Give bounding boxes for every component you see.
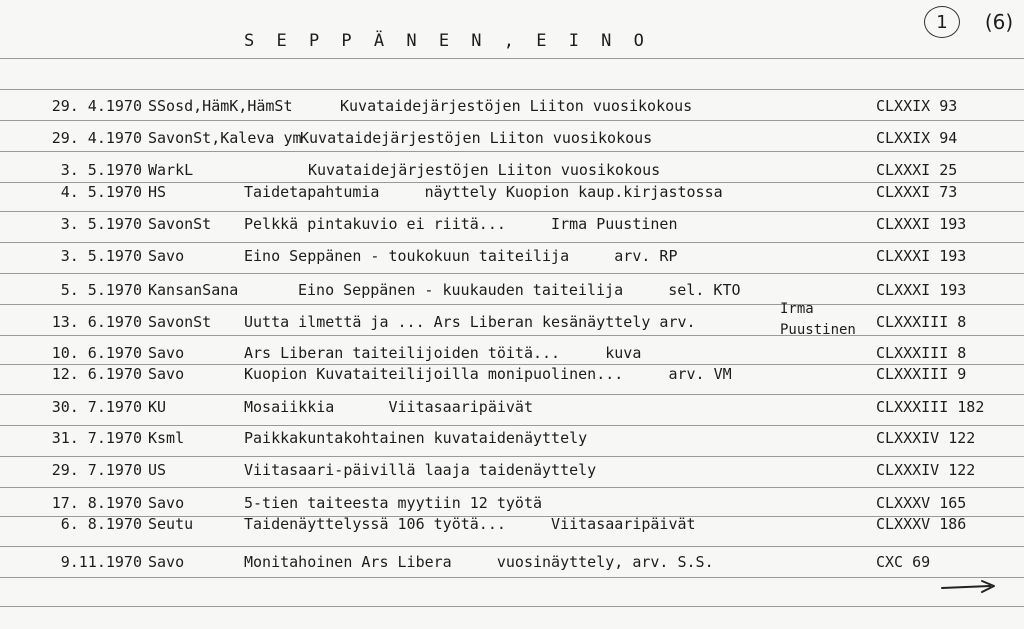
circled-number-mark: 1 <box>924 6 960 38</box>
table-row <box>0 460 1024 480</box>
annotation-bottom: Puustinen <box>780 322 856 338</box>
table-row <box>0 214 1024 234</box>
ruled-line <box>0 151 1024 152</box>
row-date: 29. 4.1970 <box>51 97 142 115</box>
row-source: SavonSt <box>148 313 212 331</box>
card-title: S E P P Ä N E N , E I N O <box>244 31 650 51</box>
row-date: 10. 6.1970 <box>51 344 142 362</box>
parenthesized-number-mark <box>978 6 1020 38</box>
table-row <box>0 514 1024 534</box>
row-reference: CLXXXI 25 <box>876 161 958 179</box>
row-reference: CLXXXI 193 <box>876 281 967 299</box>
row-date: 6. 8.1970 <box>60 515 142 533</box>
row-reference: CLXXXI 73 <box>876 183 958 201</box>
row-text: Kuvataidejärjestöjen Liiton vuosikokous <box>300 129 653 147</box>
row-source: SSosd,HämK,HämSt <box>148 97 293 115</box>
row-date: 3. 5.1970 <box>60 161 142 179</box>
ruled-line <box>0 58 1024 59</box>
ruled-line <box>0 425 1024 426</box>
mark-text: (6) <box>984 10 1014 34</box>
table-row <box>0 493 1024 513</box>
row-date: 29. 4.1970 <box>51 129 142 147</box>
row-text: 5-tien taiteesta myytiin 12 työtä <box>244 494 543 512</box>
row-date: 12. 6.1970 <box>51 365 142 383</box>
row-reference: CLXXIX 94 <box>876 129 958 147</box>
table-row <box>0 96 1024 116</box>
ruled-line <box>0 487 1024 488</box>
row-reference: CLXXXIV 122 <box>876 461 976 479</box>
row-source: SavonSt <box>148 215 212 233</box>
table-row <box>0 397 1024 417</box>
row-text: Pelkkä pintakuvio ei riitä... Irma Puustinen <box>244 215 678 233</box>
table-row <box>0 160 1024 180</box>
table-row <box>0 182 1024 202</box>
table-row <box>0 343 1024 363</box>
row-text: Taidetapahtumia näyttely Kuopion kaup.kirjastossa <box>244 183 723 201</box>
row-reference: CLXXXV 165 <box>876 494 967 512</box>
table-row <box>0 312 1024 332</box>
ruled-line <box>0 273 1024 274</box>
row-date: 31. 7.1970 <box>51 429 142 447</box>
row-date: 5. 5.1970 <box>60 281 142 299</box>
row-source: Ksml <box>148 429 185 447</box>
row-text: Paikkakuntakohtainen kuvataidenäyttely <box>244 429 588 447</box>
row-date: 13. 6.1970 <box>51 313 142 331</box>
row-text: Kuvataidejärjestöjen Liiton vuosikokous <box>308 161 661 179</box>
table-row <box>0 280 1024 300</box>
row-reference: CLXXXIII 9 <box>876 365 967 383</box>
ruled-line <box>0 120 1024 121</box>
row-source: Savo <box>148 344 185 362</box>
ruled-line <box>0 242 1024 243</box>
row-text: Monitahoinen Ars Libera vuosinäyttely, arv. S.S. <box>244 553 714 571</box>
row-reference: CLXXXI 193 <box>876 247 967 265</box>
row-source: US <box>148 461 167 479</box>
row-source: KU <box>148 398 167 416</box>
row-reference: CLXXXV 186 <box>876 515 967 533</box>
row-date: 3. 5.1970 <box>60 215 142 233</box>
ruled-line <box>0 577 1024 578</box>
table-row <box>0 428 1024 448</box>
row-text: Taidenäyttelyssä 106 työtä... Viitasaaripäivät <box>244 515 696 533</box>
row-text: Kuopion Kuvataiteilijoilla monipuolinen... arv. VM <box>244 365 732 383</box>
row-text: Ars Liberan taiteilijoiden töitä... kuva <box>244 344 642 362</box>
row-text: Mosaiikkia Viitasaaripäivät <box>244 398 533 416</box>
annotation-top: Irma <box>780 301 814 317</box>
table-row <box>0 364 1024 384</box>
row-text: Viitasaari-päivillä laaja taidenäyttely <box>244 461 597 479</box>
row-source: HS <box>148 183 167 201</box>
row-source: Savo <box>148 553 185 571</box>
continue-arrow-icon <box>940 578 998 596</box>
row-reference: CLXXXIII 8 <box>876 344 967 362</box>
row-reference: CLXXXIV 122 <box>876 429 976 447</box>
ruled-line <box>0 211 1024 212</box>
ruled-line <box>0 606 1024 607</box>
table-row <box>0 128 1024 148</box>
ruled-line <box>0 394 1024 395</box>
row-date: 9.11.1970 <box>60 553 142 571</box>
row-date: 29. 7.1970 <box>51 461 142 479</box>
row-source: SavonSt,Kaleva ym <box>148 129 302 147</box>
row-source: Savo <box>148 365 185 383</box>
row-text: Eino Seppänen - kuukauden taiteilija sel. KTO <box>298 281 741 299</box>
table-row <box>0 552 1024 572</box>
row-reference: CLXXXIII 182 <box>876 398 985 416</box>
row-source: WarkL <box>148 161 194 179</box>
row-reference: CXC 69 <box>876 553 931 571</box>
row-text: Uutta ilmettä ja ... Ars Liberan kesänäyttely arv. <box>244 313 696 331</box>
row-source: Savo <box>148 494 185 512</box>
ruled-line <box>0 456 1024 457</box>
row-date: 30. 7.1970 <box>51 398 142 416</box>
row-text: Eino Seppänen - toukokuun taiteilija arv. RP <box>244 247 678 265</box>
row-source: Savo <box>148 247 185 265</box>
table-row <box>0 246 1024 266</box>
row-reference: CLXXXI 193 <box>876 215 967 233</box>
row-date: 17. 8.1970 <box>51 494 142 512</box>
row-text: Kuvataidejärjestöjen Liiton vuosikokous <box>340 97 693 115</box>
ruled-line <box>0 546 1024 547</box>
row-date: 3. 5.1970 <box>60 247 142 265</box>
row-reference: CLXXXIII 8 <box>876 313 967 331</box>
ruled-line <box>0 335 1024 336</box>
ruled-line <box>0 89 1024 90</box>
row-reference: CLXXIX 93 <box>876 97 958 115</box>
ruled-line <box>0 304 1024 305</box>
row-source: KansanSana <box>148 281 239 299</box>
row-date: 4. 5.1970 <box>60 183 142 201</box>
row-source: Seutu <box>148 515 194 533</box>
